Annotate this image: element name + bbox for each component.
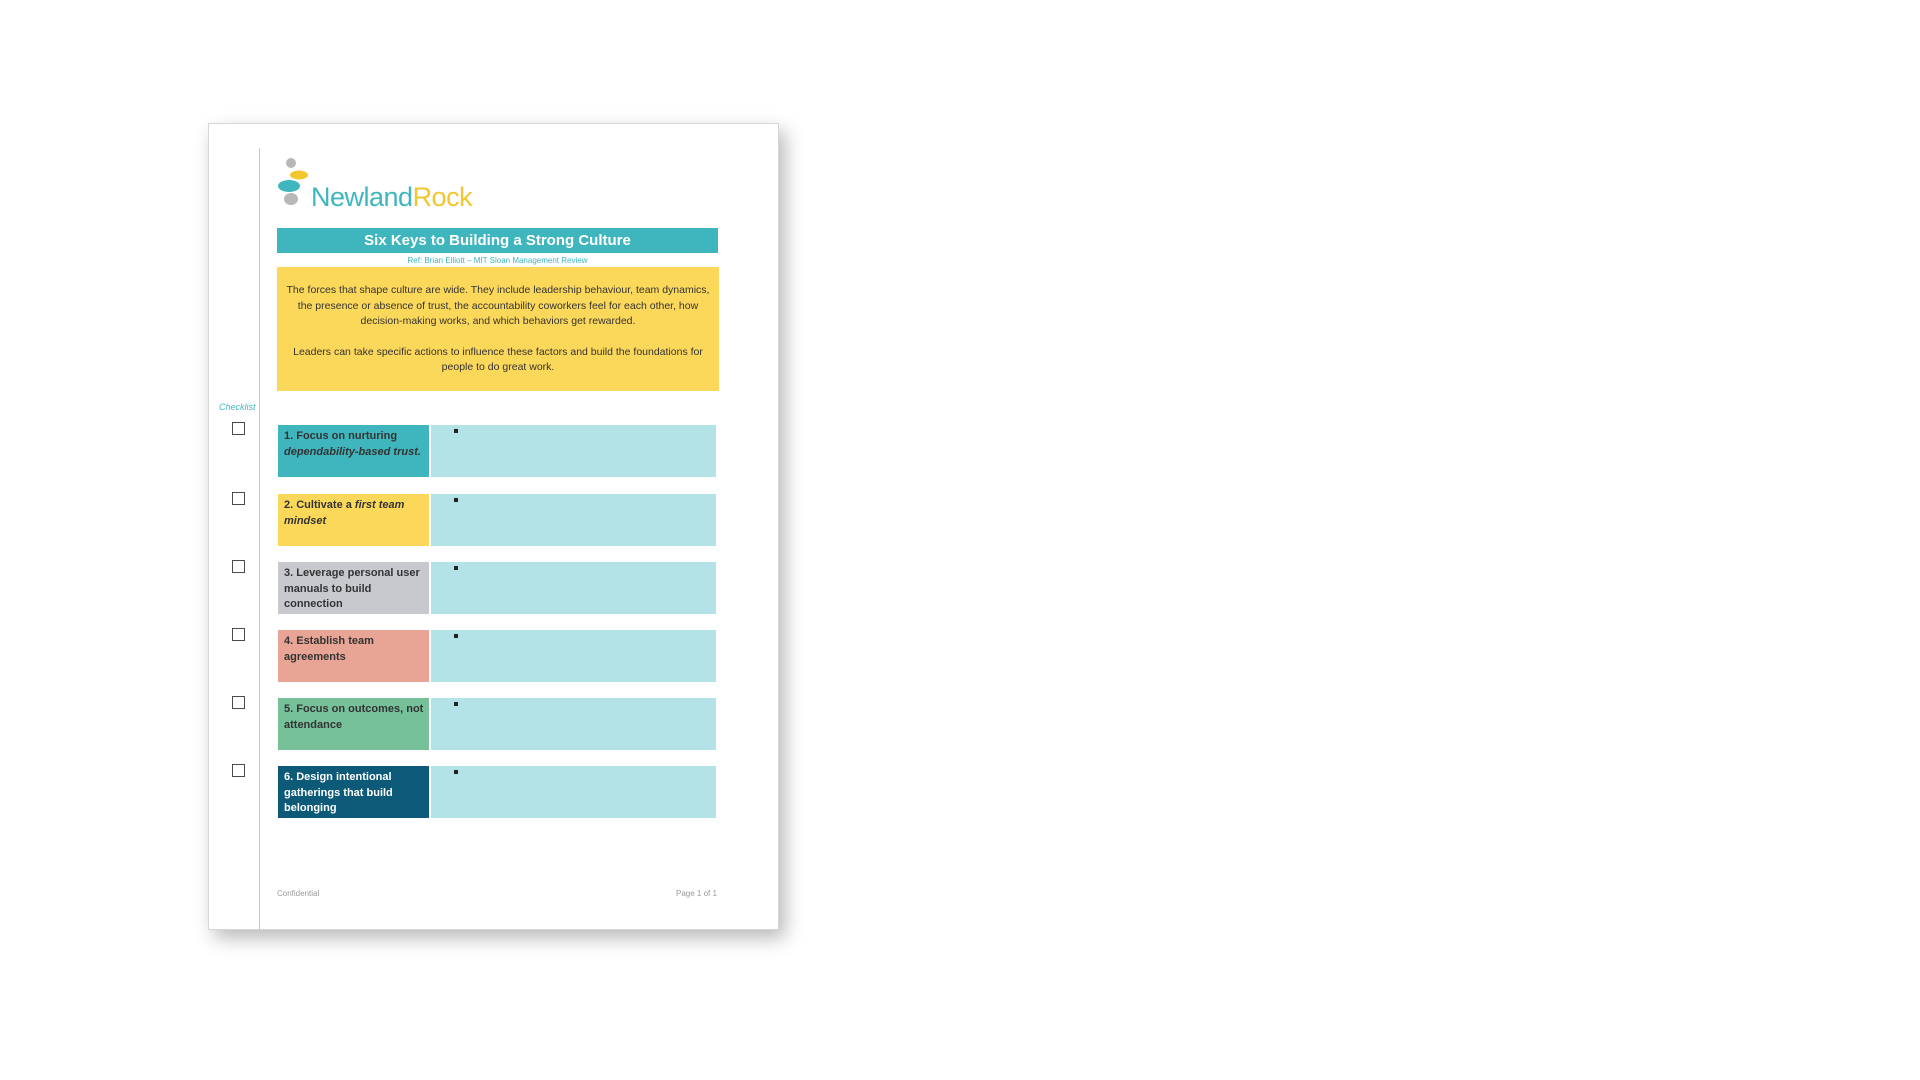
- key-row-5: [278, 698, 715, 750]
- key-text-emphasis: first team mindset: [284, 499, 405, 527]
- key-notes-field-5[interactable]: [431, 698, 716, 750]
- intro-paragraph-2: Leaders can take specific actions to influence these factors and build the foundations for people to do great work.: [293, 345, 703, 373]
- bullet-icon: [454, 634, 458, 638]
- key-notes-field-3[interactable]: [431, 562, 716, 614]
- logo-text-newland: Newland: [311, 182, 413, 212]
- checkbox-key-5[interactable]: [232, 696, 245, 709]
- key-text: 2. Cultivate a: [284, 499, 355, 511]
- bullet-icon: [454, 702, 458, 706]
- key-text: 1. Focus on nurturing: [284, 430, 398, 442]
- intro-paragraph-1: The forces that shape culture are wide. They include leadership behaviour, team dynamics, the presence or absence of trust, the accountability coworkers feel for each other, how decision-making works, and which behaviors get rewarded.: [286, 284, 710, 327]
- margin-rule: [259, 148, 260, 931]
- intro-box: [277, 267, 719, 391]
- checkbox-key-1[interactable]: [232, 422, 245, 435]
- bullet-icon: [454, 770, 458, 774]
- key-label-3: [278, 562, 429, 614]
- key-notes-field-2[interactable]: [431, 494, 716, 546]
- key-text-emphasis: dependability-based trust.: [284, 445, 421, 458]
- document-title: Six Keys to Building a Strong Culture: [277, 228, 718, 253]
- key-row-3: [278, 562, 715, 614]
- key-label-2: [278, 494, 429, 546]
- checkbox-key-3[interactable]: [232, 560, 245, 573]
- logo-text-rock: Rock: [412, 182, 473, 212]
- key-label-1: [278, 425, 429, 477]
- key-text: 5. Focus on outcomes, not attendance: [284, 703, 424, 731]
- document-page: [208, 123, 779, 930]
- key-label-4: [278, 630, 429, 682]
- key-text: 3. Leverage personal user manuals to build connection: [284, 567, 420, 610]
- key-notes-field-6[interactable]: [431, 766, 716, 818]
- company-logo: [277, 156, 497, 218]
- checkbox-key-6[interactable]: [232, 764, 245, 777]
- key-row-4: [278, 630, 715, 682]
- key-label-6: [278, 766, 429, 818]
- key-notes-field-4[interactable]: [431, 630, 716, 682]
- key-row-6: [278, 766, 715, 818]
- key-text: 4. Establish team agreements: [284, 635, 374, 663]
- bullet-icon: [454, 566, 458, 570]
- footer-confidential: Confidential: [277, 889, 320, 898]
- bullet-icon: [454, 498, 458, 502]
- key-label-5: [278, 698, 429, 750]
- key-row-1: [278, 425, 715, 477]
- checkbox-key-4[interactable]: [232, 628, 245, 641]
- logo-wordmark: [311, 182, 472, 213]
- reference-line: Ref: Brian Elliott – MIT Sloan Management Review: [407, 256, 588, 265]
- bullet-icon: [454, 429, 458, 433]
- key-text: 6. Design intentional gatherings that build belonging: [284, 771, 393, 814]
- footer-page-number: Page 1 of 1: [676, 889, 717, 898]
- key-row-2: [278, 494, 715, 546]
- key-notes-field-1[interactable]: [431, 425, 716, 477]
- checklist-label: Checklist: [219, 402, 256, 412]
- checkbox-key-2[interactable]: [232, 492, 245, 505]
